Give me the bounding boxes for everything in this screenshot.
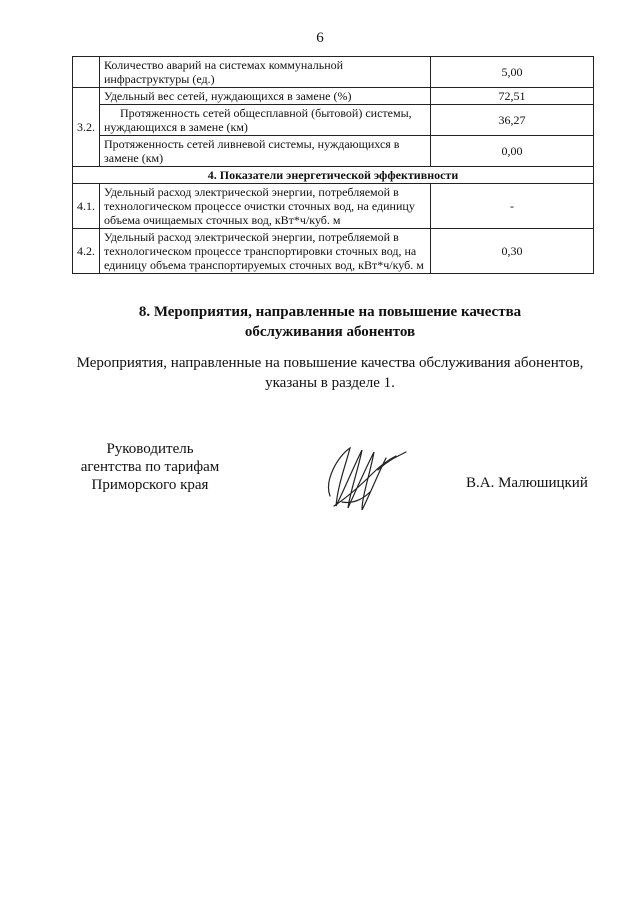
table-row: [73, 229, 594, 274]
row-description: Удельный вес сетей, нуждающихся в замене (%): [100, 88, 431, 105]
row-description-text: Протяженность сетей общесплавной (бытовой) системы, нуждающихся в замене (км): [104, 106, 412, 134]
position-line: агентства по тарифам: [80, 459, 220, 475]
signer-name: В.А. Малюшицкий: [466, 475, 588, 491]
indicators-table: [72, 56, 594, 274]
row-value: 5,00: [431, 57, 594, 88]
row-number: 4.2.: [73, 229, 100, 274]
table-row: [73, 184, 594, 229]
page-number: 6: [316, 30, 324, 46]
row-number: [73, 57, 100, 88]
row-description: Удельный расход электрической энергии, потребляемой в технологическом процессе транспортировки сточных вод, на единицу объема транспортируемых сточных вод, кВт*ч/куб. м: [100, 229, 431, 274]
row-description: Количество аварий на системах коммунальной инфраструктуры (ед.): [100, 57, 431, 88]
row-value: 36,27: [431, 105, 594, 136]
handwritten-signature: [316, 440, 416, 520]
table-section-row: [73, 167, 594, 184]
table-row: [73, 136, 594, 167]
row-description: [100, 105, 431, 136]
row-value: 72,51: [431, 88, 594, 105]
row-value: -: [431, 184, 594, 229]
signatory-position: [60, 440, 240, 494]
table-row: [73, 57, 594, 88]
table-row: [73, 105, 594, 136]
row-description: Удельный расход электрической энергии, потребляемой в технологическом процессе очистки сточных вод, на единицу объема очищаемых сточных вод, кВт*ч/куб. м: [100, 184, 431, 229]
row-value: 0,00: [431, 136, 594, 167]
position-line: Приморского края: [91, 477, 209, 493]
section-8-heading: [0, 302, 640, 342]
position-line: Руководитель: [106, 441, 194, 457]
row-description: Протяженность сетей ливневой системы, нуждающихся в замене (км): [100, 136, 431, 167]
row-number: 4.1.: [73, 184, 100, 229]
row-number: 3.2.: [73, 88, 100, 167]
table-row: [73, 88, 594, 105]
section-4-title: 4. Показатели энергетической эффективности: [73, 167, 594, 184]
section-8-heading-line1: 8. Мероприятия, направленные на повышение качества: [138, 304, 522, 320]
section-8-text: Мероприятия, направленные на повышение качества обслуживания абонентов, указаны в разделе 1.: [76, 355, 584, 391]
section-8-heading-line2: обслуживания абонентов: [244, 324, 416, 340]
row-value: 0,30: [431, 229, 594, 274]
